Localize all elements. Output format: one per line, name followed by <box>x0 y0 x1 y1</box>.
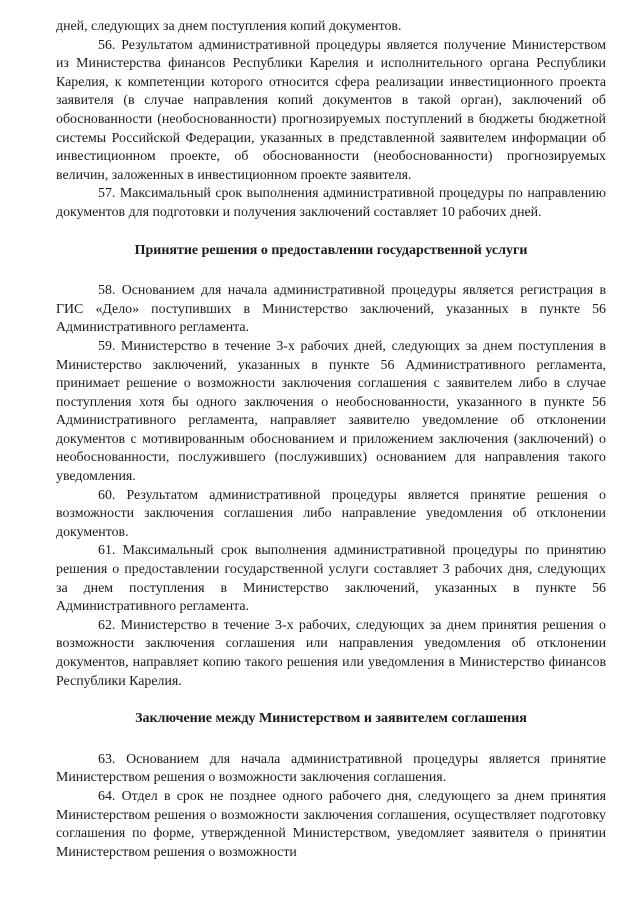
spacer <box>56 223 606 242</box>
paragraph: 60. Результатом административной процедуры является принятие решения о возможности заключения соглашения либо направление уведомления об отклонении документов. <box>56 487 606 540</box>
section-heading: Принятие решения о предоставлении государственной услуги <box>134 242 528 258</box>
paragraph: 63. Основанием для начала административной процедуры является принятие Министерством решения о возможности заключения соглашения. <box>56 751 606 786</box>
spacer <box>56 729 606 751</box>
paragraph: 58. Основанием для начала административной процедуры является регистрация в ГИС «Дело» поступивших в Министерство заключений, указанных в пункте 56 Административного регламента. <box>56 283 606 336</box>
paragraph: 57. Максимальный срок выполнения административной процедуры по направлению документов для подготовки и получения заключений составляет 10 рабочих дней. <box>56 186 606 220</box>
paragraph: 56. Результатом административной процедуры является получение Министерством из Министерства финансов Республики Карелия и исполнительного органа Республики Карелия, к компетенции которого относится сфера реализации инвестиционного проекта заявителя (в случае направления копий документов в такой орган), заключений об обоснованности (необоснованности) прогнозируемых поступлений в бюджеты бюджетной системы Российской Федерации, указанных в представленной заявителем информации об инвестиционном проекте, об обоснованности (необоснованности) прогнозируемых величин, заложенных в инвестиционном проекте заявителя. <box>56 37 606 183</box>
document-page <box>56 18 606 862</box>
paragraph: 64. Отдел в срок не позднее одного рабочего дня, следующего за днем принятия Министерством решения о возможности заключения соглашения, осуществляет подготовку соглашения по форме, утвержденной Министерством, уведомляет заявителя о принятии Министерством решения о возможности <box>56 788 606 860</box>
paragraph: 61. Максимальный срок выполнения административной процедуры по принятию решения о предоставлении государственной услуги составляет 3 рабочих дня, следующих за днем поступления в Министерство заключений, указанных в пункте 56 Административного регламента. <box>56 543 606 615</box>
paragraph: дней, следующих за днем поступления копий документов. <box>56 19 402 34</box>
spacer <box>56 691 606 710</box>
paragraph: 59. Министерство в течение 3-х рабочих дней, следующих за днем поступления в Министерство заключений, указанных в пункте 56 Административного регламента, принимает решение о возможности заключения соглашения с заявителем либо в случае поступления хотя бы одного заключения о необоснованности, указанного в пункте 56 Административного регламента, направляет заявителю уведомление об отклонении документов с мотивированным обоснованием и приложением заключения (заключений) о необоснованности, послужившего (послуживших) основанием для направления такого уведомления. <box>56 338 606 485</box>
paragraph: 62. Министерство в течение 3-х рабочих, следующих за днем принятия решения о возможности заключения соглашения или направления уведомления об отклонении документов, направляет копию такого решения или уведомления в Министерство финансов Республики Карелия. <box>56 617 606 689</box>
section-heading: Заключение между Министерством и заявителем соглашения <box>135 711 527 727</box>
spacer <box>56 260 606 282</box>
